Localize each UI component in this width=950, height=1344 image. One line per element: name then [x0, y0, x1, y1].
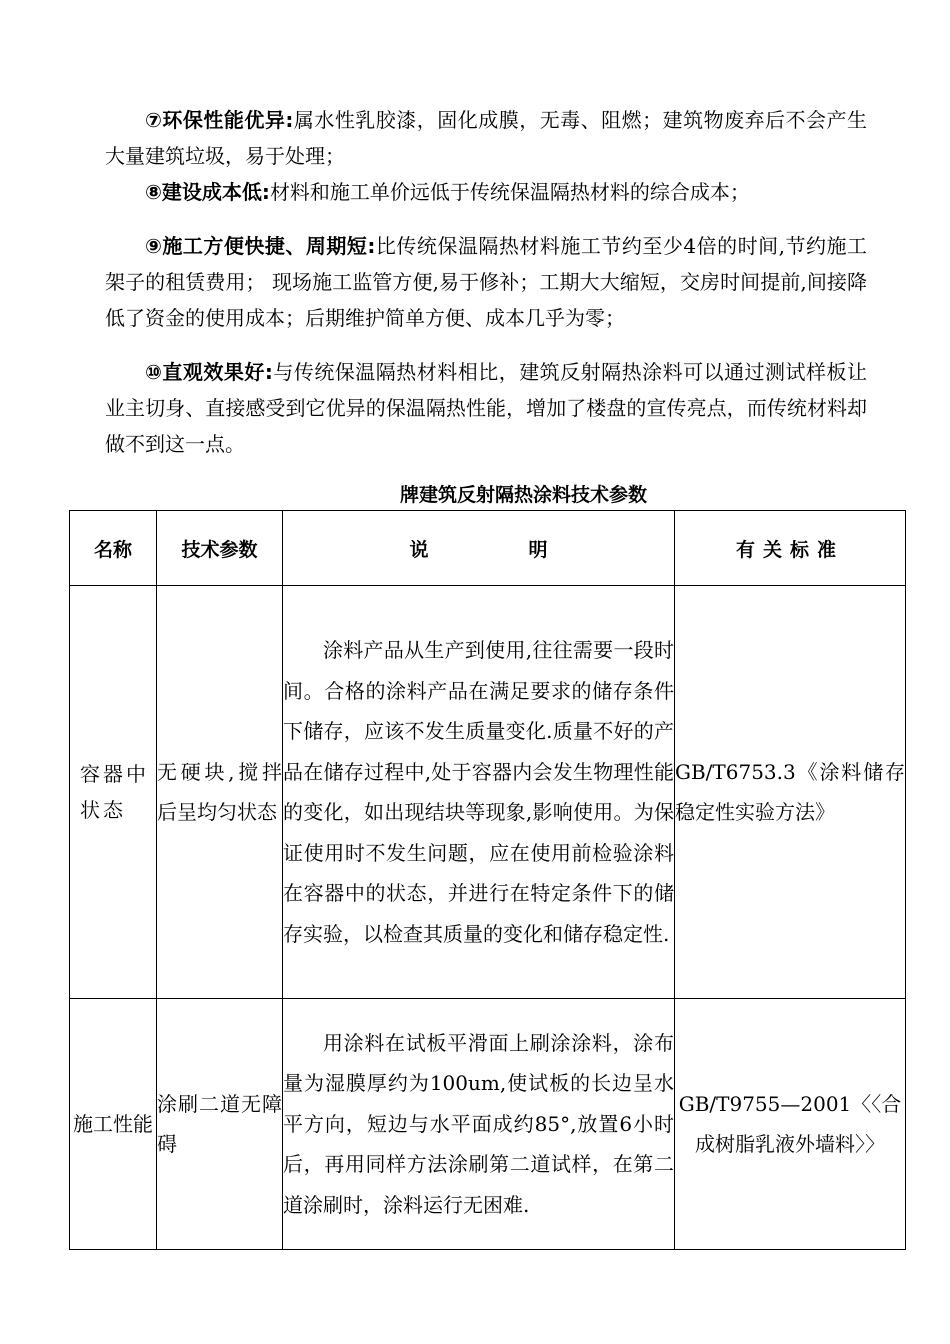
- table-row: [70, 586, 906, 999]
- header-desc-b: 明: [528, 538, 548, 561]
- cell-name: 容器中状态: [70, 586, 157, 999]
- header-name: 名称: [70, 511, 157, 586]
- paragraph-lead: ⑦环保性能优异:: [145, 108, 294, 132]
- spec-table: [69, 510, 906, 1250]
- paragraph-lead: ⑧建设成本低:: [145, 180, 270, 204]
- table-header-row: [70, 511, 906, 586]
- cell-desc: 用涂料在试板平滑面上刷涂涂料，涂布量为湿膜厚约为100um,使试板的长边呈水平方向，短边与水平面成约85°,放置6小时后，再用同样方法涂刷第二道试样，在第二道涂刷时，涂料运行无困难.: [283, 999, 675, 1250]
- cell-standard: GB/T9755—2001〈〈合成树脂乳液外墙料〉〉: [675, 999, 906, 1250]
- table-title-text: 牌建筑反射隔热涂料技术参数: [400, 484, 648, 506]
- paragraph-text: 材料和施工单价远低于传统保温隔热材料的综合成本；: [269, 180, 750, 204]
- paragraph-low-cost: [105, 174, 867, 210]
- paragraph-eco-performance: [105, 102, 867, 174]
- paragraph-fast-construction: [105, 228, 867, 336]
- paragraph-visual-effect: [105, 354, 867, 462]
- paragraph-lead: ⑩直观效果好:: [145, 360, 273, 384]
- header-param: 技术参数: [157, 511, 283, 586]
- cell-param: 涂刷二道无障碍: [157, 999, 283, 1250]
- paragraph-text: 属水性乳胶漆，固化成膜，无毒、阻燃；建筑物废弃后不会产生大量建筑垃圾，易于处理；: [105, 108, 868, 168]
- header-desc: [283, 511, 675, 586]
- cell-standard: GB/T6753.3《涂料储存稳定性实验方法》: [675, 586, 906, 999]
- cell-param: 无硬块,搅拌后呈均匀状态: [157, 586, 283, 999]
- cell-name: 施工性能: [70, 999, 157, 1250]
- paragraph-lead: ⑨施工方便快捷、周期短:: [145, 234, 376, 258]
- table-title: [0, 480, 950, 510]
- paragraph-text: 比传统保温隔热材料施工节约至少4倍的时间,节约施工架子的租赁费用； 现场施工监管方便,易于修补；工期大大缩短，交房时间提前,间接降低了资金的使用成本；后期维护简单方便、成本几乎为零；: [105, 234, 867, 330]
- paragraph-text: 与传统保温隔热材料相比，建筑反射隔热涂料可以通过测试样板让业主切身、直接感受到它优异的保温隔热性能，增加了楼盘的宣传亮点，而传统材料却做不到这一点。: [105, 360, 867, 456]
- header-standard: 有关标准: [675, 511, 906, 586]
- cell-desc: 涂料产品从生产到使用,往往需要一段时间。合格的涂料产品在满足要求的储存条件下储存，应该不发生质量变化.质量不好的产品在储存过程中,处于容器内会发生物理性能的变化，如出现结块等现象,影响使用。为保证使用时不发生问题，应在使用前检验涂料在容器中的状态，并进行在特定条件下的储存实验，以检查其质量的变化和储存稳定性.: [283, 586, 675, 999]
- table-row: [70, 999, 906, 1250]
- header-desc-a: 说: [409, 538, 429, 561]
